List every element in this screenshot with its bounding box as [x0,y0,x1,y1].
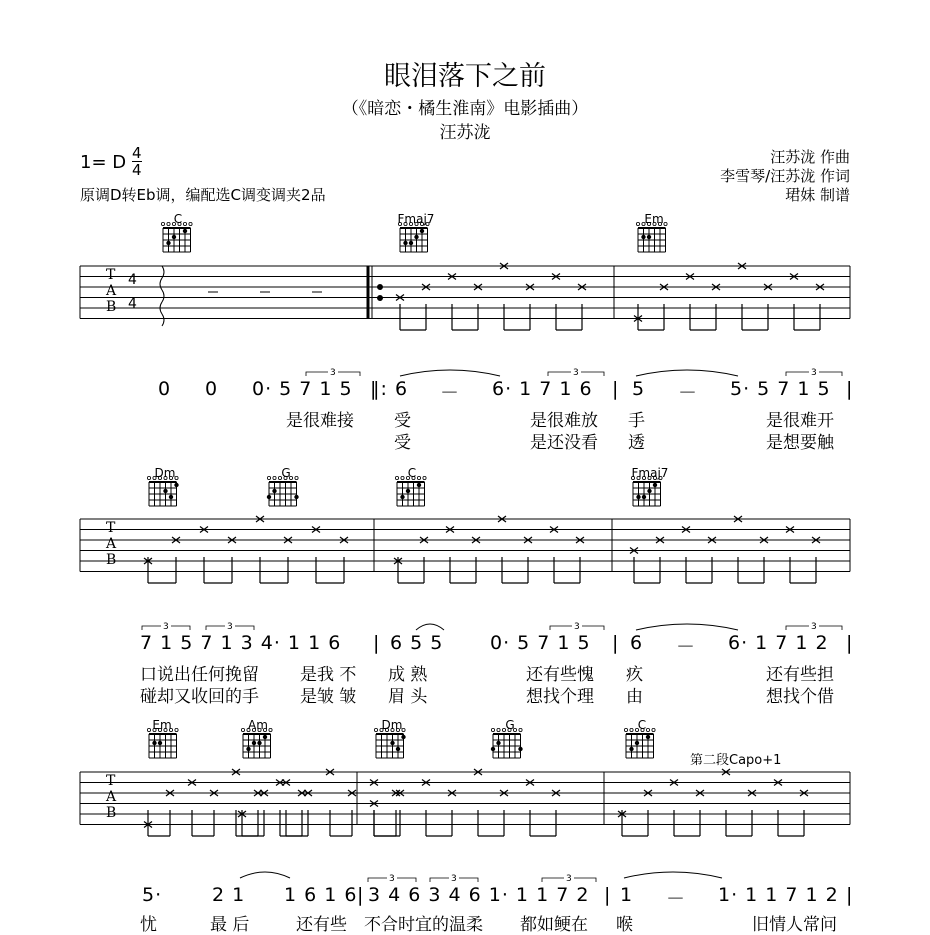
finger-dot [272,489,276,493]
triplet-number: 3 [573,368,579,378]
chord-diagram [147,476,178,506]
jianpu-note: 6 [630,632,644,654]
jianpu-note: － [676,636,697,658]
slur [400,370,500,376]
chord-name-c: C [637,718,647,732]
finger-dot [396,747,400,751]
segment-note: 第二段Capo+1 [690,753,782,768]
slur [636,624,738,630]
finger-dot [294,495,298,499]
chord-diagram [374,728,405,758]
finger-dot [263,735,267,739]
slur [240,872,290,878]
triplet-number: 3 [163,622,169,632]
triplet-number: 3 [574,622,580,632]
barline: | [357,884,365,906]
finger-dot [636,495,640,499]
finger-dot [252,741,256,745]
chord-diagram [395,476,426,506]
finger-dot [152,741,156,745]
lyric: 是很难接 [286,411,354,431]
finger-dot [403,241,407,245]
chord-name-c: C [407,466,417,480]
finger-dot [496,741,500,745]
finger-dot [406,489,410,493]
triplet-number: 3 [227,622,233,632]
barline: | [846,632,854,654]
finger-dot [420,229,424,233]
jianpu-note: － [678,382,699,404]
triplet-number: 3 [811,622,817,632]
repeat-dot [378,296,383,301]
finger-dot [646,735,650,739]
jianpu-note: 6· 1 7 1 2 [728,632,829,654]
finger-dot [257,741,261,745]
chord-diagram [147,728,178,758]
tab-staff [80,266,850,326]
tab-clef-letter: A [106,789,117,805]
transcriber-credit: 珺妹 制谱 [785,186,850,204]
chord-diagram [161,222,192,252]
tab-clef-letter: A [106,283,117,299]
time-top: 4 [132,144,142,162]
triplet-number: 3 [389,874,395,884]
chord-diagram [636,222,667,252]
lyric: 是我 不 [300,665,357,685]
tab-clef-letter: T [106,267,116,283]
chord-name-fmaj7: Fmaj7 [397,212,435,226]
barline: | [604,884,612,906]
slur [416,624,444,630]
jianpu-note: 6 5 5 [390,632,444,654]
jianpu-note: 1· 1 1 7 1 2 [718,884,839,906]
tab-time-bottom: 4 [128,296,137,312]
chord-diagram [267,476,299,506]
lyric: 不合时宜的温柔 [364,915,483,935]
lyricist-credit: 李雪琴/汪苏泷 作词 [720,167,850,185]
capo-note: 原调D转Eb调，编配选C调变调夹2品 [80,186,326,204]
key-signature: 1= D [80,152,127,173]
jianpu-note: 2 1 [212,884,246,906]
chord-name-g: G [505,718,515,732]
song-title: 眼泪落下之前 [384,61,546,92]
finger-dot [401,735,405,739]
triplet-number: 3 [330,368,336,378]
finger-dot [166,241,170,245]
barline: | [612,632,620,654]
arpeggio-line [160,266,164,326]
lyric: 是很难放 [530,411,598,431]
lyric: 还有些 [296,915,347,935]
jianpu-note: 5· 5 7 1 5 [730,378,831,400]
chord-name-am: Am [248,718,268,732]
lyric: 成 熟 [388,665,428,685]
lyric: 想找个借 [766,687,834,707]
lyric: 由 [626,687,643,707]
tab-clef-letter: A [106,536,117,552]
jianpu-note: － [440,382,461,404]
phrase-marks [142,368,842,884]
lyric: 受 [394,433,411,453]
jianpu-note: 7 1 5 7 1 3 4· 1 1 6 [140,632,342,654]
tab-clef-letter: T [106,773,116,789]
lyric: 疚 [626,665,643,685]
chord-name-em: Em [152,718,172,732]
triplet-number: 3 [811,368,817,378]
chord-diagram [398,222,429,252]
finger-dot [158,741,162,745]
jianpu-note: － [666,888,687,910]
finger-dot [635,741,639,745]
finger-dot [390,741,394,745]
triplet-number: 3 [451,874,457,884]
finger-dot [163,489,167,493]
tab-time-top: 4 [128,272,137,288]
tab-clef-letter: B [106,552,117,568]
barline: | [846,884,854,906]
tab-clef-letter: T [106,520,116,536]
lyric: 还有些担 [766,665,834,685]
lyric: 口说出任何挽留 [140,665,259,685]
song-artist: 汪苏泷 [439,123,491,143]
finger-dot [174,483,178,487]
finger-dot [653,483,657,487]
finger-dot [491,747,495,751]
finger-dot [647,235,651,239]
song-subtitle: （《暗恋・橘生淮南》电影插曲） [341,99,589,119]
finger-dot [400,495,404,499]
lyric: 碰却又收回的手 [140,687,259,707]
lyric: 想找个理 [526,687,594,707]
finger-dot [641,235,645,239]
lyric: 旧情人常问 [752,915,837,935]
finger-dot [518,747,522,751]
jianpu-note: 5· [142,884,163,906]
finger-dot [169,495,173,499]
lyric: 是想要触 [766,433,834,453]
chord-diagram [491,728,523,758]
lyric: 眉 头 [388,687,428,707]
lyric: 是皱 皱 [300,687,357,707]
lyric: 手 [628,411,645,431]
chord-diagram [631,476,662,506]
composer-credit: 汪苏泷 作曲 [770,148,850,166]
tab-clef-letter: B [106,299,117,315]
chord-name-fmaj7: Fmaj7 [631,466,669,480]
lyric: 是很难开 [766,411,834,431]
finger-dot [409,241,413,245]
finger-dot [267,495,271,499]
triplet-number: 3 [566,874,572,884]
tab-staff [80,519,850,572]
barline: | [373,632,381,654]
jianpu-note: 0 [205,378,219,400]
chord-name-em: Em [644,212,664,226]
jianpu-note: 0· 5 7 1 5 [490,632,591,654]
lyric: 受 [394,411,411,431]
jianpu-note: 1 6 1 6 [284,884,358,906]
lyric: 都如鲠在 [520,915,588,935]
time-bottom: 4 [132,161,142,179]
lyric: 是还没看 [530,433,598,453]
jianpu-note: 0 [158,378,172,400]
slur [624,872,722,878]
lyric: 透 [628,433,645,453]
slur [636,370,738,376]
finger-dot [647,489,651,493]
jianpu-note: ‖: 6 [370,378,409,400]
repeat-dot [378,285,383,290]
jianpu-note: 3 4 6 3 4 6 1· 1 1 7 2 [368,884,590,906]
chord-name-dm: Dm [154,466,176,480]
barline: | [846,378,854,400]
lyric: 忧 [140,915,157,935]
finger-dot [417,483,421,487]
chord-name-c: C [173,212,183,226]
chord-name-g: G [281,466,291,480]
jianpu-note: 0· 5 7 1 5 [252,378,353,400]
lyric: 喉 [616,915,633,935]
finger-dot [246,747,250,751]
chord-diagram [624,728,655,758]
jianpu-note: 6· 1 7 1 6 [492,378,593,400]
lyric: 最 后 [210,915,250,935]
lyric: 还有些愧 [526,665,594,685]
chord-name-dm: Dm [381,718,403,732]
finger-dot [414,235,418,239]
finger-dot [642,495,646,499]
tab-clef-letter: B [106,805,117,821]
finger-dot [172,235,176,239]
jianpu-note: 5 [632,378,646,400]
finger-dot [183,229,187,233]
jianpu-note: 1 [620,884,634,906]
chord-diagram [241,728,272,758]
finger-dot [629,747,633,751]
barline: | [612,378,620,400]
